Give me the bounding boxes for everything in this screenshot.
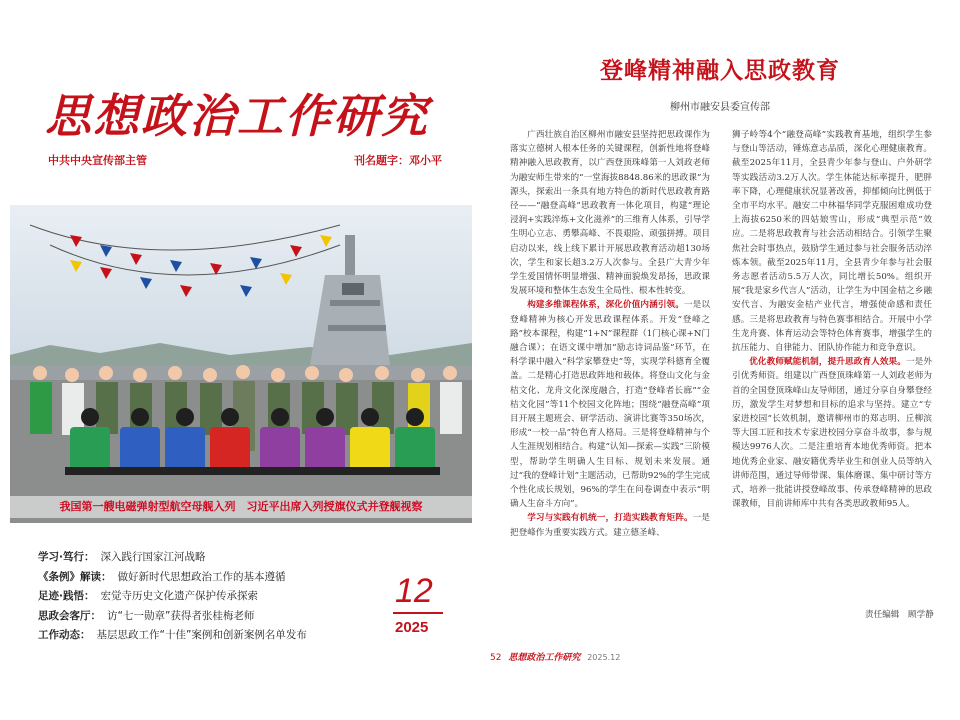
paragraph: 狮子岭等4个“融登高峰”实践教育基地，组织学生参与登山等活动，锤炼意志品质，深化心理健康教育。截至2025年11月，全县青少年参与登山、户外研学等实践活动3.2万人次。学生体能达标率提升，肥胖率下降，心理健康状况显著改善，抑郁倾向比例低于全市平均水平。融安二中林福华同学克服困难成功登上海拔6250米的四姑娘雪山，形成“典型示范”效应。二是将思政教育与社会活动相结合。引领学生聚焦社会时事热点，鼓励学生通过参与社会服务活动淬炼本领。截至2025年11月，全县青少年参与社会服务志愿者活动5.5万人次，同比增长50%。组织开展“我是家乡代言人”活动，让学生为中国金桔之乡融安代言、为融安金桔产业代言，增强使命感和责任感。三是将思政教育与特色赛事相结合。开展中小学生龙舟赛、体育运动会等特色体育赛事，增强学生的抗压能力、自律能力、团队协作能力和竞争意识。 xyxy=(732,130,932,354)
photo-caption: 我国第一艘电磁弹射型航空母舰入列 习近平出席入列授旗仪式并登舰视察 xyxy=(10,496,472,518)
toc-item[interactable] xyxy=(38,568,388,588)
article-title: 登峰精神融入思政教育 xyxy=(600,58,840,84)
subheading: 学习与实践有机统一，打造实践教育矩阵。 xyxy=(527,513,693,524)
toc-title: 基层思政工作“十佳”案例和创新案例名单发布 xyxy=(96,629,307,641)
toc-title: 深入践行国家江河战略 xyxy=(100,551,206,563)
title-inscription: 刊名题字：邓小平 xyxy=(354,154,442,167)
footer-date: 2025.12 xyxy=(587,653,621,662)
toc-section: 《条例》解读： xyxy=(38,570,112,583)
toc-section: 工作动态： xyxy=(38,629,91,641)
toc-item[interactable] xyxy=(38,587,388,607)
toc-section: 思政会客厅： xyxy=(38,609,101,622)
paragraph: 一是以登峰精神为核心开发思政课程体系。开发“登峰之路”校本课程，构建“1+N”课程群（1门核心课+N门融合课）；在语文课中增加“励志诗词品鉴”环节，在科学课中融入“科学家攀登史”等，实现学科德育全覆盖。二是精心打造思政阵地和载体。将登山文化与金桔文化、龙舟文化深度融合，打造“登峰者长廊”“金桔文化园”等11个校园文化阵地；围绕“融登高峰”项目开展主题班会、研学活动、演讲比赛等350场次，形成“一校一品”特色育人格局。三是将登峰精神与个人生涯规划相结合。构建“认知—探索—实践”三阶模型，帮助学生明确人生目标、规划未来发展。通过“我的登峰计划”主题活动，已帮助92%的学生完成个性化成长规划，96%的学生在问卷调查中表示“明确人生奋斗方向”。 xyxy=(510,300,710,510)
page-footer xyxy=(490,650,620,663)
page-number: 52 xyxy=(490,653,502,663)
toc-title: 做好新时代思想政治工作的基本遵循 xyxy=(117,570,286,583)
masthead: 思想政治工作研究 xyxy=(45,89,429,143)
paragraph: 一是把登峰作为重要实践方式。建立德圣峰、 xyxy=(510,513,710,538)
toc-item[interactable] xyxy=(38,607,388,627)
subheading: 构建多维课程体系，深化价值内涵引领。 xyxy=(527,300,684,311)
article-column-right xyxy=(732,128,932,598)
cover-photo xyxy=(10,205,472,523)
paragraph: 广西壮族自治区柳州市融安县坚持把思政课作为落实立德树人根本任务的关键课程，创新性地将登峰精神融入思政教育，以广西登顶珠峰第一人刘政老师为融安师生带来的“一堂海拔8848.86米的思政课”为源头，探索出一条具有地方特色的新时代思政教育路径——“融登高峰”思政教育一体化项目，构建“理论浸润+实践淬炼+文化滋养”的三维育人体系，引导学生明心立志、勇攀高峰、不畏艰险、顽强拼搏。项目启动以来，线上线下累计开展思政教育活动超130场次，学生和家长超3.2万人次参与。全县广大青少年学生爱国情怀明显增强、精神面貌焕发昂扬，思政课发展环境和整体生态发生全局性、根本性转变。 xyxy=(510,130,710,297)
article-column-left xyxy=(510,128,710,648)
aircraft-carrier-scene xyxy=(10,205,472,523)
toc-section: 学习·笃行： xyxy=(38,551,95,563)
toc-title: 访“七一勋章”获得者张桂梅老师 xyxy=(107,609,255,622)
toc-title: 宏觉寺历史文化遗产保护传承探索 xyxy=(100,590,258,602)
footer-journal-name: 思想政治工作研究 xyxy=(508,653,581,663)
toc-item[interactable] xyxy=(38,626,388,646)
issue-year: 2025 xyxy=(395,619,429,636)
toc-item[interactable] xyxy=(38,548,388,568)
sponsor-line: 中共中央宣传部主管 xyxy=(48,154,147,167)
article-author: 柳州市融安县委宣传部 xyxy=(670,102,770,113)
article-page xyxy=(480,0,960,720)
cover-contents xyxy=(38,548,388,646)
issue-divider xyxy=(393,612,443,614)
issue-number: 12 xyxy=(395,572,433,610)
toc-section: 足迹·践悟： xyxy=(38,590,95,602)
paragraph: 一是外引优秀师资。组建以广西登顶珠峰第一人刘政老师为首的全国登顶珠峰山友导师团，通过分享自身攀登经历，激发学生对梦想和目标的追求与坚持。建立“专家进校园”长效机制，邀请柳州市的郑志明、丘柳滨等大国工匠和技术专家进校园分享奋斗故事，参与规模达9976人次。二是注重培育本地优秀师资。把本地优秀企业家、融安籍优秀毕业生和创业人员等纳入讲师范围，通过导师带课、集体磨课、集中研讨等方式，培养一批能讲授登峰故事、传承登峰精神的思政课教师，目前讲师库中共有各类思政教师95人。 xyxy=(732,357,932,510)
responsible-editor: 责任编辑 顾学静 xyxy=(865,610,934,620)
subheading: 优化教师赋能机制，提升思政育人效果。 xyxy=(749,357,906,368)
